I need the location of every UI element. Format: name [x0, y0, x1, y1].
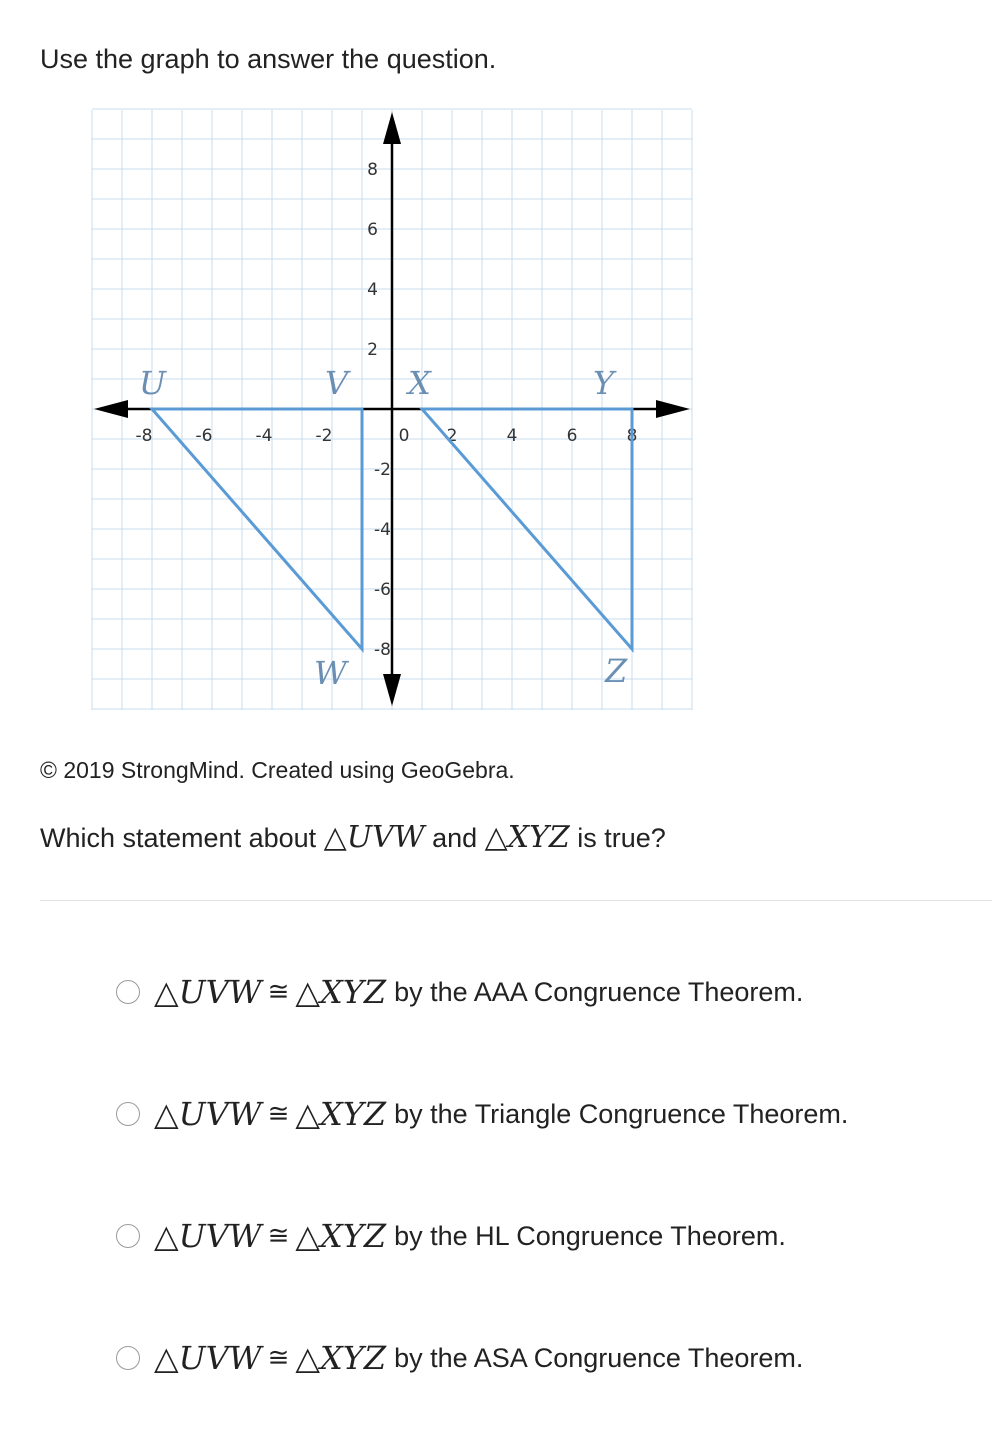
triangle-symbol-icon: △ — [154, 1095, 179, 1133]
x-axis-right-arrow — [656, 400, 690, 418]
triangle-symbol-icon: △ — [154, 973, 179, 1011]
triangle-symbol-icon: △ — [154, 1217, 179, 1255]
y-tick-label: -6 — [374, 580, 391, 600]
y-tick-label: 2 — [367, 340, 378, 360]
congruent-symbol: ≅ — [267, 1343, 290, 1373]
y-tick-label: -8 — [374, 640, 391, 660]
triangle-symbol-icon: △ — [154, 1339, 179, 1377]
congruent-symbol: ≅ — [267, 1099, 290, 1129]
triangle-symbol-icon: △ — [295, 1339, 320, 1377]
vertex-label-z: Z — [605, 652, 628, 690]
question-before: Which statement about — [40, 823, 317, 853]
question-text — [40, 820, 666, 855]
option-text: by the Triangle Congruence Theorem. — [394, 1098, 849, 1129]
credit-text: © 2019 StrongMind. Created using GeoGebra. — [40, 757, 515, 783]
divider — [40, 900, 992, 901]
x-tick-label: 6 — [566, 426, 578, 446]
congruent-symbol: ≅ — [267, 977, 290, 1007]
x-tick-label: 8 — [626, 426, 638, 446]
answer-option-3[interactable]: △UVW ≅ △XYZ by the HL Congruence Theorem. — [116, 1214, 786, 1258]
x-tick-label: -8 — [135, 426, 153, 446]
vertex-label-x: X — [408, 364, 431, 402]
answer-option-1[interactable]: △UVW ≅ △XYZ by the AAA Congruence Theorem. — [116, 970, 803, 1014]
question-triangle-2: △XYZ — [484, 820, 570, 855]
question-triangle-1: △UVW — [323, 820, 425, 855]
vertex-label-y: Y — [593, 364, 615, 402]
question-after: is true? — [577, 823, 666, 853]
vertex-label-w: W — [314, 654, 347, 692]
option-text: by the ASA Congruence Theorem. — [394, 1342, 804, 1373]
radio-button[interactable] — [116, 980, 140, 1004]
y-axis-down-arrow — [383, 674, 401, 706]
y-tick-label: 8 — [367, 160, 378, 180]
y-tick-label: 4 — [367, 280, 378, 300]
prompt-text: Use the graph to answer the question. — [40, 44, 497, 74]
x-axis-left-arrow — [94, 400, 128, 418]
x-tick-label: -4 — [255, 426, 273, 446]
radio-button[interactable] — [116, 1346, 140, 1370]
y-tick-label: -4 — [374, 520, 391, 540]
x-tick-label: -6 — [195, 426, 213, 446]
y-tick-label: -2 — [374, 460, 391, 480]
option-text: by the HL Congruence Theorem. — [394, 1220, 786, 1251]
congruent-symbol: ≅ — [267, 1221, 290, 1251]
radio-button[interactable] — [116, 1224, 140, 1248]
x-tick-label: 4 — [506, 426, 518, 446]
triangle-symbol-icon: △ — [484, 820, 508, 855]
x-tick-label: 2 — [446, 426, 458, 446]
answer-option-2[interactable]: △UVW ≅ △XYZ by the Triangle Congruence Theorem. — [116, 1092, 848, 1136]
triangle-symbol-icon: △ — [295, 973, 320, 1011]
radio-button[interactable] — [116, 1102, 140, 1126]
answer-option-4[interactable]: △UVW ≅ △XYZ by the ASA Congruence Theorem. — [116, 1336, 803, 1380]
triangle-symbol-icon: △ — [323, 820, 347, 855]
x-tick-label: 0 — [398, 426, 410, 446]
option-text: by the AAA Congruence Theorem. — [394, 976, 804, 1007]
y-axis-up-arrow — [383, 112, 401, 144]
question-middle: and — [432, 823, 478, 853]
x-tick-label: -2 — [315, 426, 333, 446]
vertex-label-v: V — [325, 364, 349, 402]
y-tick-label: 6 — [367, 220, 378, 240]
triangle-symbol-icon: △ — [295, 1095, 320, 1133]
triangle-symbol-icon: △ — [295, 1217, 320, 1255]
vertex-label-u: U — [139, 364, 166, 402]
coordinate-graph — [90, 108, 694, 714]
